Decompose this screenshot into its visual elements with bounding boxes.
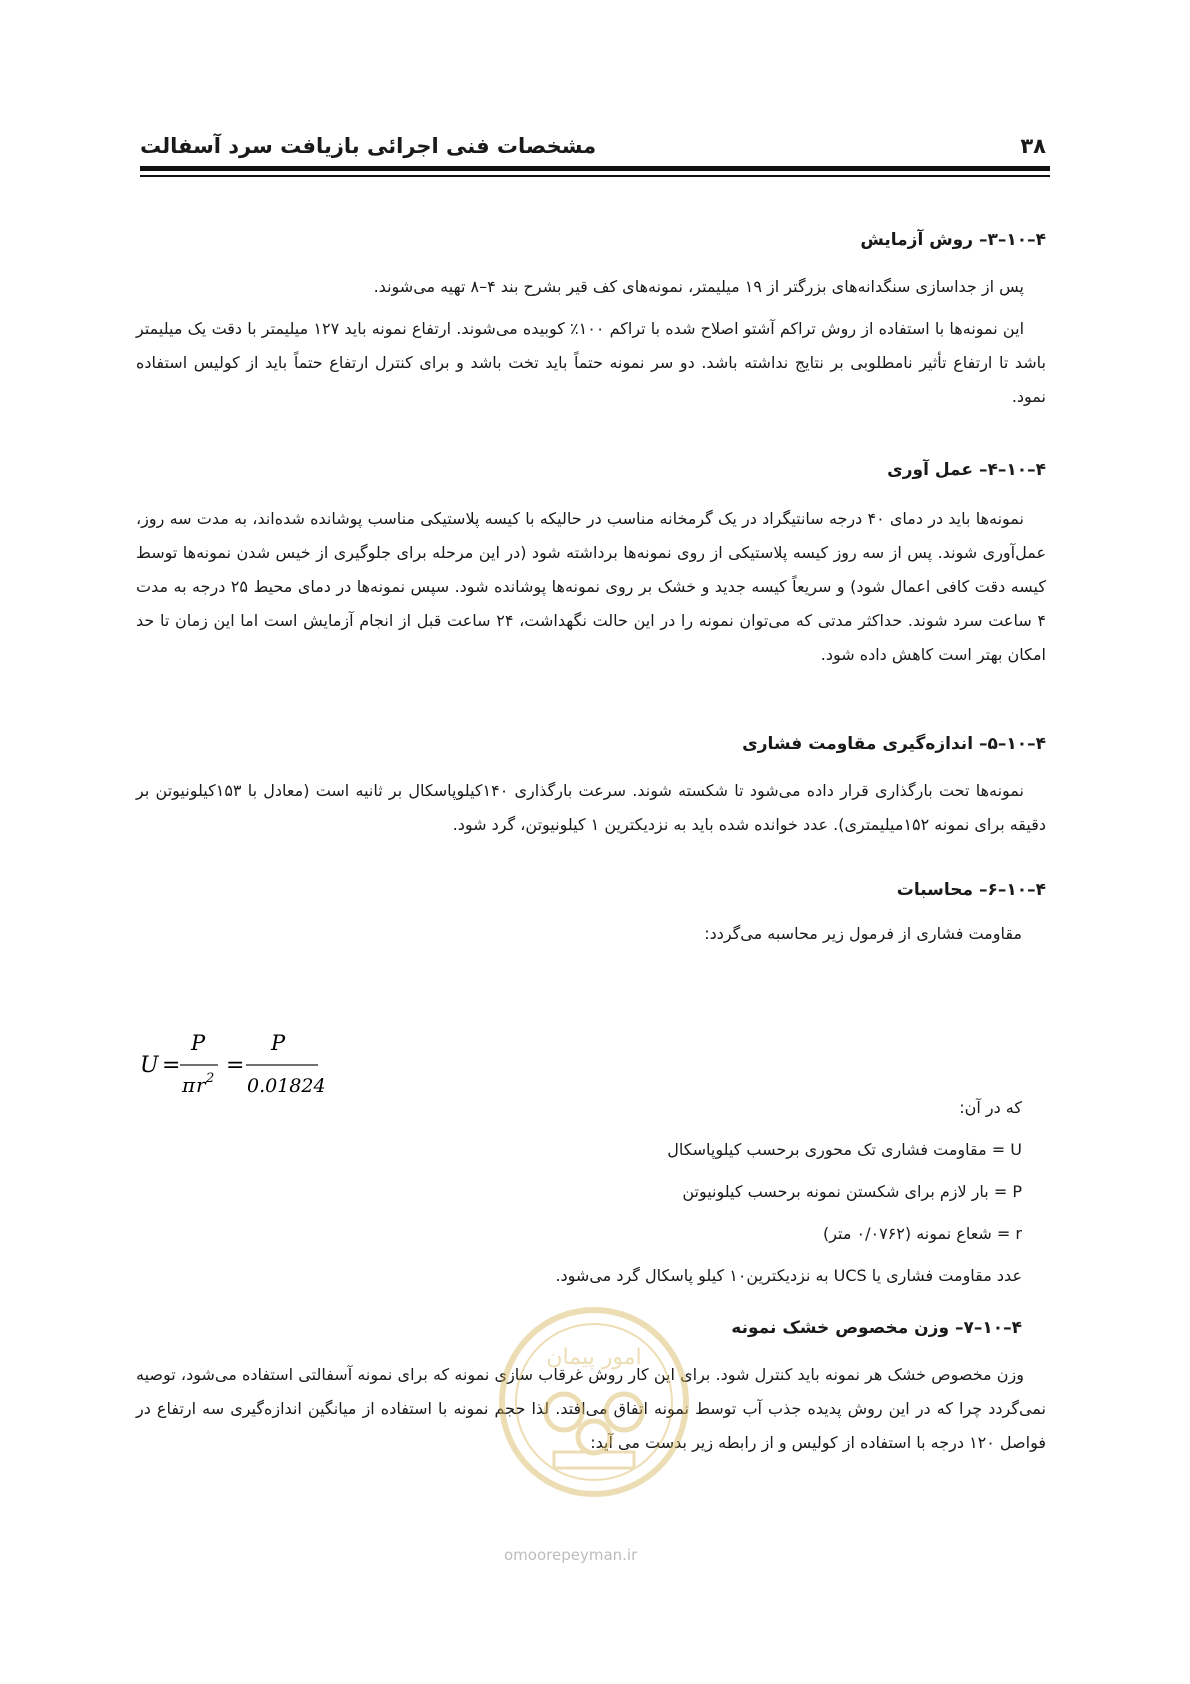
formula-equals-1: =: [162, 1053, 181, 1078]
ucs-formula: [140, 1030, 360, 1100]
section-heading-curing: ۴–۱۰–۴– عمل آوری: [887, 460, 1046, 480]
section-heading-calculations: ۴–۱۰–۶– محاسبات: [896, 880, 1046, 900]
formula-exponent: 2: [206, 1071, 215, 1086]
definitions-intro: که در آن:: [959, 1098, 1022, 1117]
formula-denominator-2: 0.01824: [247, 1075, 326, 1097]
paragraph: نمونه‌ها تحت بارگذاری قرار داده می‌شود تا شکسته شوند. سرعت بارگذاری ۱۴۰کیلوپاسکال بر ثانیه است (معادل با ۱۵۳کیلونیوتن بر دقیقه برای نمونه ۱۵۲میلیمتری). عدد خوانده شده باید به نزدیکترین ۱ کیلونیوتن، گرد شود.: [136, 781, 1046, 834]
formula-intro: مقاومت فشاری از فرمول زیر محاسبه می‌گردد:: [704, 924, 1022, 943]
section-heading-dry-density: ۴–۱۰–۷– وزن مخصوص خشک نمونه: [731, 1318, 1022, 1338]
header-rule-thick: [140, 166, 1050, 171]
formula-pi: π: [182, 1073, 196, 1097]
formula-numerator-2: P: [271, 1031, 286, 1055]
running-header-title: مشخصات فنی اجرائی بازیافت سرد آسفالت: [140, 134, 597, 158]
paragraph: پس از جداسازی سنگدانه‌های بزرگتر از ۱۹ میلیمتر، نمونه‌های کف قیر بشرح بند ۴–۸ تهیه می‌شوند.: [373, 277, 1024, 296]
definition-U: U = مقاومت فشاری تک محوری برحسب کیلوپاسکال: [667, 1140, 1022, 1159]
rounding-note: عدد مقاومت فشاری یا UCS به نزدیکترین۱۰ کیلو پاسکال گرد می‌شود.: [555, 1266, 1022, 1285]
formula-numerator-1: P: [191, 1031, 206, 1055]
paragraph: نمونه‌ها باید در دمای ۴۰ درجه سانتیگراد در یک گرمخانه مناسب در حالیکه با کیسه پلاستیکی مناسب پوشانده شده‌اند، به مدت سه روز، عمل‌آوری شوند. پس از سه روز کیسه پلاستیکی از روی نمونه‌ها برداشته شود (در این مرحله برای جلوگیری از خیس شدن نمونه‌ها توسط کیسه دقت کافی اعمال شود) و سریعاً کیسه جدید و خشک بر روی نمونه‌ها پوشانده شود. سپس نمونه‌ها در دمای محیط ۲۵ درجه به مدت ۴ ساعت سرد شوند. حداکثر مدتی که می‌توان نمونه را در این حالت نگهداشت، ۲۴ ساعت قبل از انجام آزمایش است اما این زمان تا حد امکان بهتر است کاهش داده شود.: [136, 509, 1047, 664]
paragraph: وزن مخصوص خشک هر نمونه باید کنترل شود. برای این کار روش غرقاب سازی نمونه که برای نمونه آسفالتی استفاده می‌شود، توصیه نمی‌گردد چرا که در این روش پدیده جذب آب توسط نمونه اتفاق می‌افتد. لذا حجم نمونه با استفاده از میانگین اندازه‌گیری سه ارتفاع در فواصل ۱۲۰ درجه با استفاده از کولیس و از رابطه زیر بدست می آید:: [136, 1365, 1046, 1452]
section-heading-test-method: ۴–۱۰–۳– روش آزمایش: [860, 230, 1046, 250]
definition-r: r = شعاع نمونه (۰/۰۷۶۲ متر): [822, 1224, 1022, 1243]
formula-r: r: [196, 1073, 206, 1097]
watermark-seal-icon: [494, 1302, 694, 1502]
definition-P: P = بار لازم برای شکستن نمونه برحسب کیلونیوتن: [682, 1182, 1022, 1201]
page-number: ۳۸: [1020, 134, 1046, 158]
section-heading-compressive-strength: ۴–۱۰–۵– اندازه‌گیری مقاومت فشاری: [742, 734, 1046, 754]
watermark-url: omoorepeyman.ir: [504, 1546, 638, 1564]
watermark-seal-text: امور پیمان: [546, 1345, 642, 1370]
formula-equals-2: =: [226, 1053, 245, 1078]
paragraph: این نمونه‌ها با استفاده از روش تراکم آشتو اصلاح شده با تراکم ۱۰۰٪ کوبیده می‌شوند. ارتفاع نمونه باید ۱۲۷ میلیمتر با دقت یک میلیمتر باشد تا ارتفاع تأثیر نامطلوبی بر نتایج نداشته باشد. دو سر نمونه حتماً باید تخت باشد و برای کنترل ارتفاع حتماً باید از کولیس استفاده نمود.: [136, 319, 1046, 406]
header-rule-thin: [140, 175, 1050, 177]
formula-lhs: U: [140, 1053, 159, 1078]
